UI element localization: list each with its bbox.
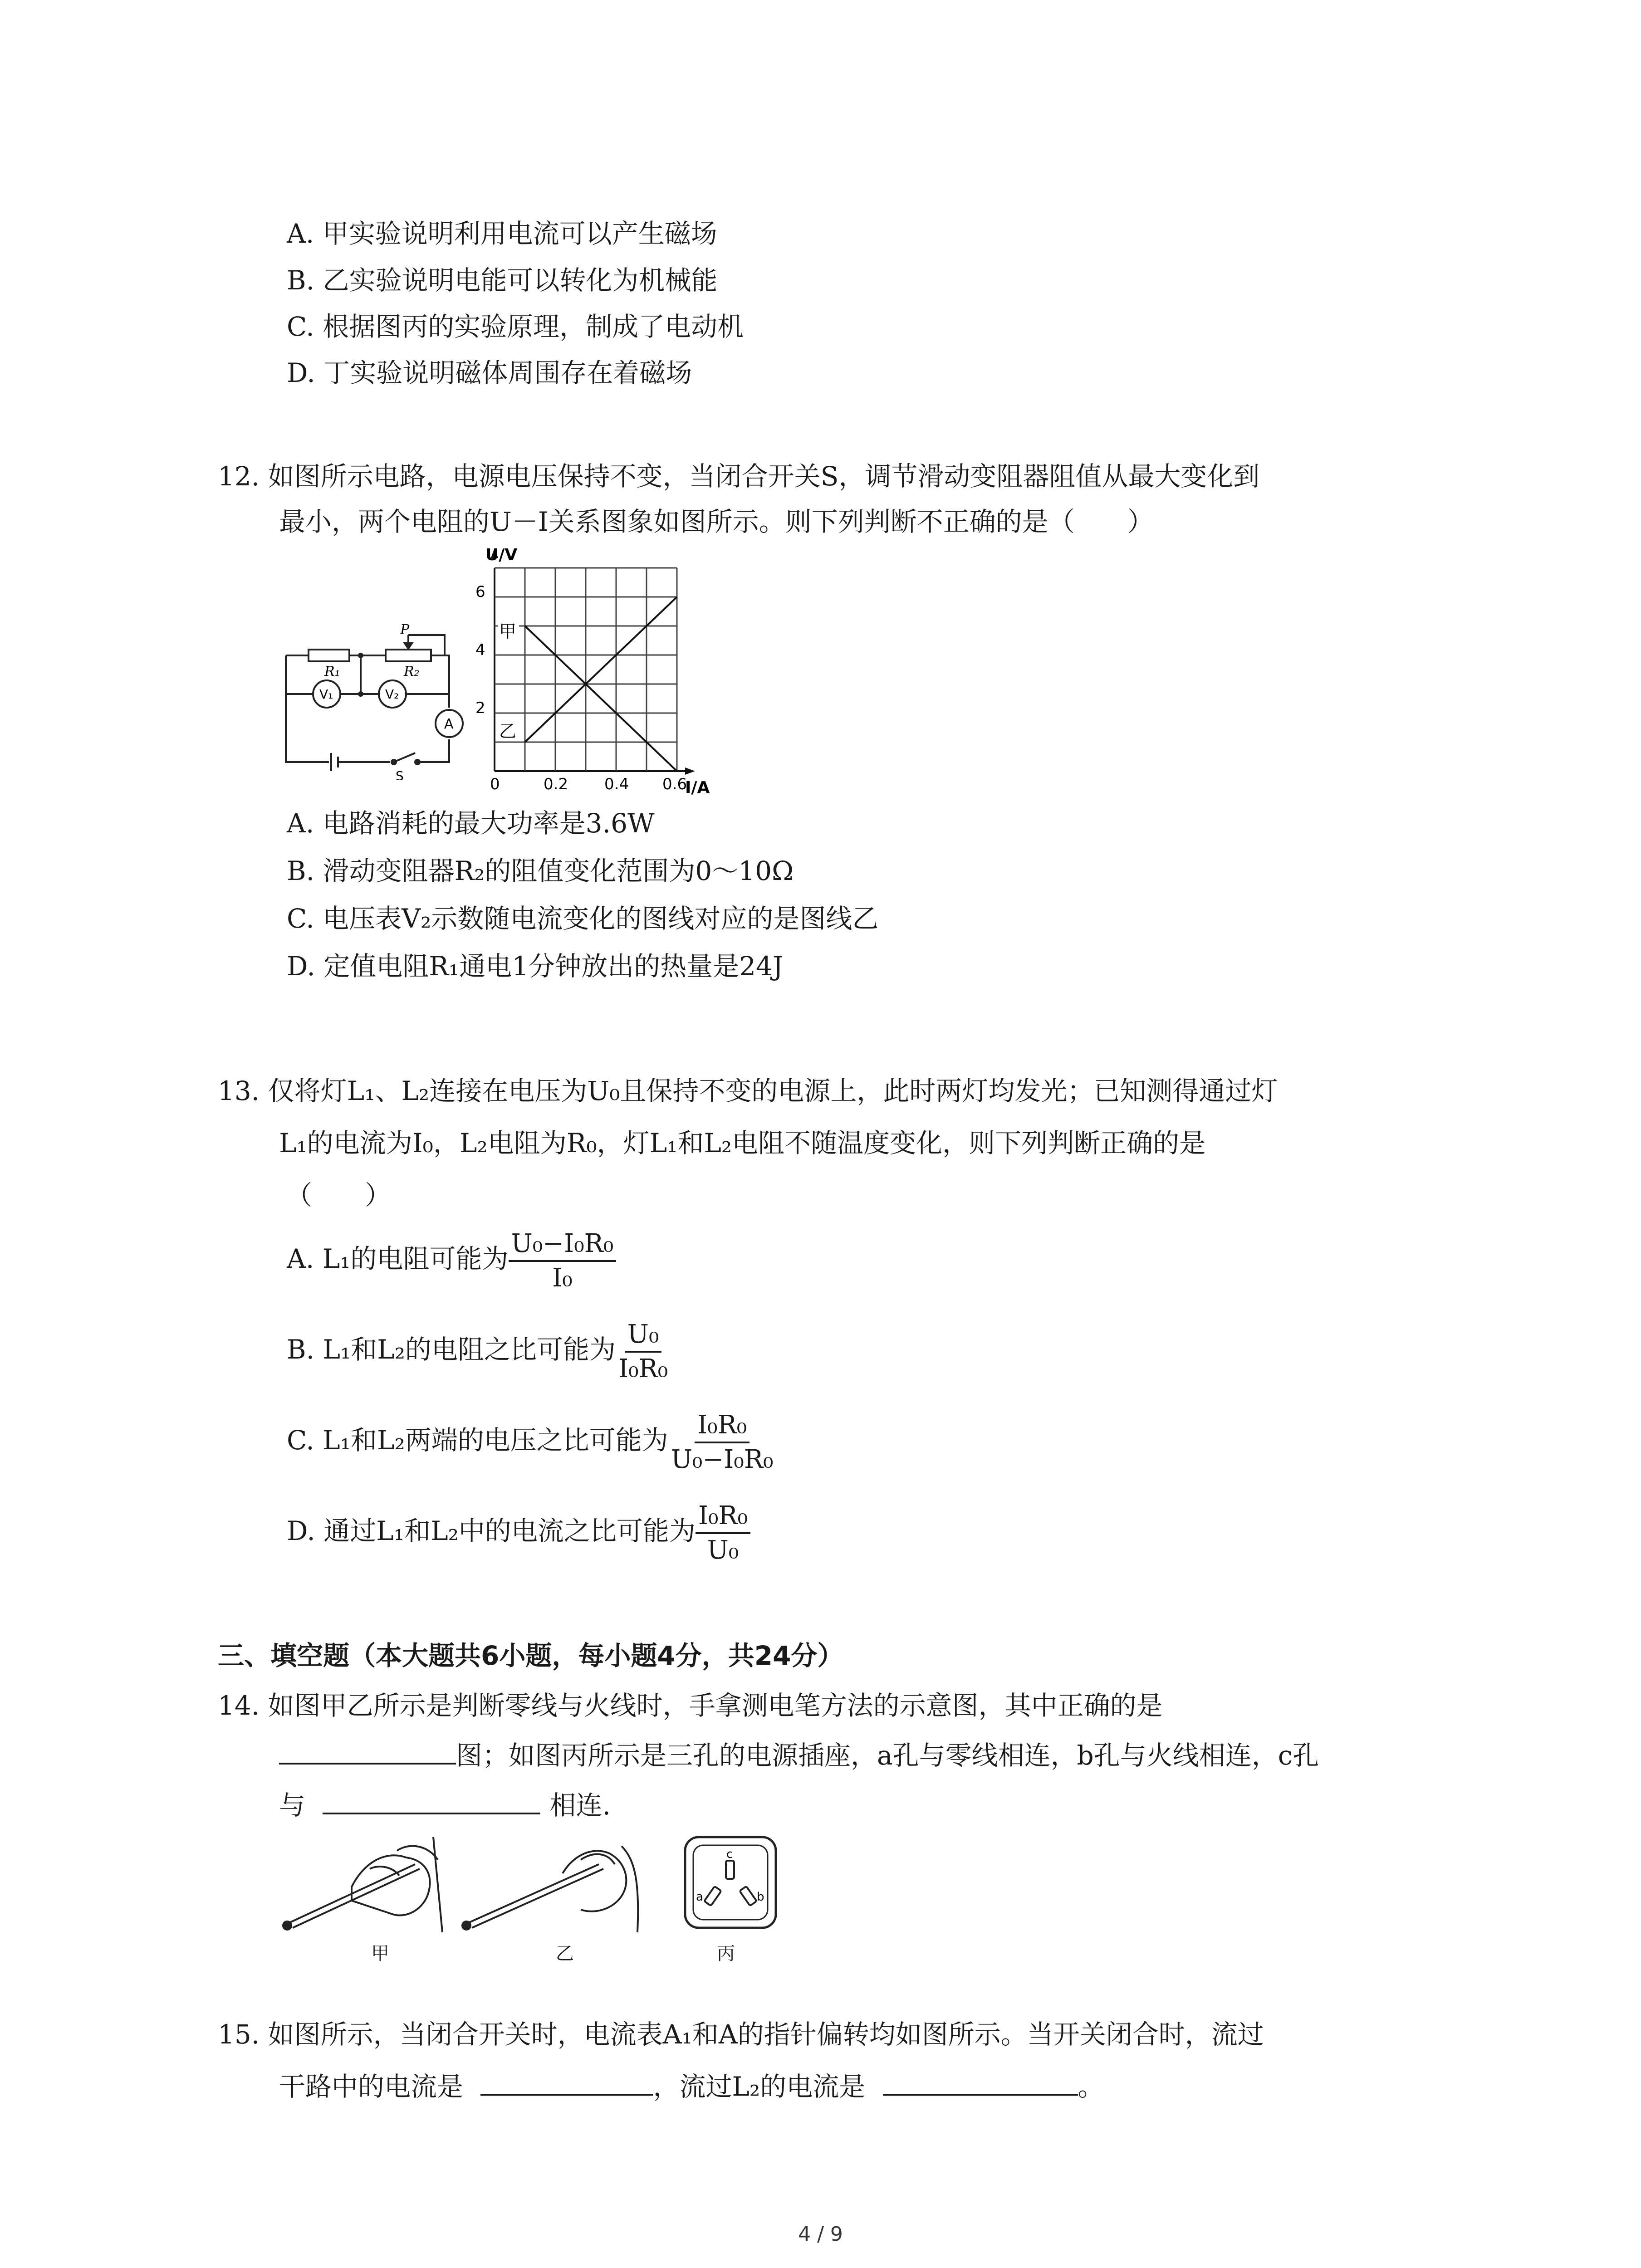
q11-option-c: C. 根据图丙的实验原理，制成了电动机 bbox=[287, 311, 744, 342]
q15-blank-1[interactable] bbox=[480, 2085, 653, 2096]
circuit-label-p: P bbox=[400, 622, 410, 638]
circuit-label-r2: R₂ bbox=[404, 664, 420, 679]
socket-label-b: b bbox=[757, 1890, 764, 1904]
q13-option-a bbox=[287, 1229, 616, 1293]
q12-stem-line1: 12. 如图所示电路，电源电压保持不变，当闭合开关S，调节滑动变阻器阻值从最大变化到 bbox=[218, 461, 1260, 492]
q12-option-b: B. 滑动变阻器R₂的阻值变化范围为0～10Ω bbox=[287, 855, 794, 886]
graph-xtick-0: 0 bbox=[490, 775, 500, 793]
socket-label-c: c bbox=[726, 1848, 733, 1861]
q13-option-a-text: A. L₁的电阻可能为 bbox=[287, 1243, 509, 1275]
q15-line2-mid: ，流过L₂的电流是 bbox=[653, 2071, 866, 2102]
fraction-denominator: I₀ bbox=[552, 1263, 573, 1293]
q15-stem-line2 bbox=[279, 2068, 1104, 2105]
page-number: 4 / 9 bbox=[798, 2223, 843, 2246]
q14-fig-label-jia: 甲 bbox=[371, 1943, 389, 1964]
graph-xtick-0-6: 0.6 bbox=[662, 775, 687, 793]
q12-ui-graph bbox=[472, 544, 753, 798]
q12-circuit-diagram bbox=[281, 621, 481, 780]
fraction-numerator: I₀R₀ bbox=[695, 1411, 749, 1443]
section-3-title: 三、填空题（本大题共6小题，每小题4分，共24分） bbox=[218, 1640, 844, 1671]
circuit-label-v2: V₂ bbox=[385, 687, 399, 702]
q15-blank-2[interactable] bbox=[883, 2085, 1078, 2096]
q14-line3-suffix: 相连. bbox=[549, 1790, 611, 1821]
graph-xlabel: I/A bbox=[685, 778, 710, 797]
q14-blank-1[interactable] bbox=[279, 1754, 456, 1765]
q13-option-b bbox=[287, 1320, 671, 1383]
q14-fig-label-bing: 丙 bbox=[717, 1943, 735, 1964]
q15-line2-prefix: 干路中的电流是 bbox=[279, 2071, 464, 2102]
circuit-label-a: A bbox=[444, 716, 454, 732]
q12-option-c: C. 电压表V₂示数随电流变化的图线对应的是图线乙 bbox=[287, 903, 879, 934]
q11-option-a: A. 甲实验说明利用电流可以产生磁场 bbox=[287, 218, 717, 249]
q14-line3-prefix: 与 bbox=[279, 1790, 306, 1821]
q14-test-pen-figure-yi bbox=[458, 1833, 649, 1937]
q13-stem-line3: （ ） bbox=[286, 1180, 392, 1211]
fraction-denominator: U₀−I₀R₀ bbox=[671, 1445, 774, 1474]
graph-ytick-2: 2 bbox=[475, 699, 485, 717]
fraction-numerator: I₀R₀ bbox=[696, 1501, 750, 1534]
fraction-denominator: I₀R₀ bbox=[618, 1354, 668, 1383]
q14-socket-figure-bing bbox=[681, 1833, 780, 1932]
q13-option-c bbox=[287, 1411, 776, 1474]
q11-option-b: B. 乙实验说明电能可以转化为机械能 bbox=[287, 265, 718, 296]
q15-stem-line1: 15. 如图所示，当闭合开关时，电流表A₁和A的指针偏转均如图所示。当开关闭合时，流过 bbox=[218, 2019, 1264, 2050]
circuit-label-s: S bbox=[396, 768, 404, 780]
graph-ytick-6: 6 bbox=[475, 583, 485, 601]
graph-xtick-0-4: 0.4 bbox=[604, 775, 629, 793]
q14-line2-text: 图；如图丙所示是三孔的电源插座，a孔与零线相连，b孔与火线相连，c孔 bbox=[456, 1740, 1319, 1771]
fraction-numerator: U₀ bbox=[625, 1320, 662, 1353]
circuit-label-v1: V₁ bbox=[319, 687, 333, 702]
q13-option-b-fraction bbox=[616, 1320, 671, 1383]
graph-label-jia: 甲 bbox=[499, 621, 517, 641]
graph-xtick-0-2: 0.2 bbox=[544, 775, 568, 793]
q13-stem-line2: L₁的电流为I₀，L₂电阻为R₀，灯L₁和L₂电阻不随温度变化，则下列判断正确的是 bbox=[279, 1128, 1206, 1158]
q12-option-d: D. 定值电阻R₁通电1分钟放出的热量是24J bbox=[287, 951, 784, 982]
q14-stem-line1: 14. 如图甲乙所示是判断零线与火线时，手拿测电笔方法的示意图，其中正确的是 bbox=[218, 1690, 1163, 1721]
q14-stem-line2 bbox=[279, 1737, 1319, 1774]
q13-option-c-fraction bbox=[668, 1411, 776, 1474]
q12-option-a: A. 电路消耗的最大功率是3.6W bbox=[287, 808, 655, 839]
fraction-denominator: U₀ bbox=[707, 1535, 739, 1565]
q14-stem-line3 bbox=[279, 1787, 611, 1823]
q14-fig-label-yi: 乙 bbox=[556, 1943, 574, 1964]
q13-option-a-fraction bbox=[509, 1229, 617, 1293]
graph-ylabel: U/V bbox=[485, 546, 518, 564]
q13-option-d bbox=[287, 1501, 750, 1565]
q14-test-pen-figure-jia bbox=[279, 1833, 451, 1937]
graph-ytick-4: 4 bbox=[475, 641, 485, 659]
q11-option-d: D. 丁实验说明磁体周围存在着磁场 bbox=[287, 357, 692, 388]
q13-option-c-text: C. L₁和L₂两端的电压之比可能为 bbox=[287, 1425, 668, 1456]
q13-option-b-text: B. L₁和L₂的电阻之比可能为 bbox=[287, 1334, 616, 1365]
q12-stem-line2: 最小，两个电阻的U－I关系图象如图所示。则下列判断不正确的是（ ） bbox=[279, 506, 1154, 537]
q13-option-d-fraction bbox=[696, 1501, 750, 1565]
fraction-numerator: U₀−I₀R₀ bbox=[509, 1229, 617, 1262]
q15-line2-end: 。 bbox=[1078, 2071, 1104, 2102]
q14-blank-2[interactable] bbox=[323, 1804, 540, 1814]
q13-stem-line1: 13. 仅将灯L₁、L₂连接在电压为U₀且保持不变的电源上，此时两灯均发光；已知测得通过灯 bbox=[218, 1075, 1278, 1106]
q13-option-d-text: D. 通过L₁和L₂中的电流之比可能为 bbox=[287, 1515, 696, 1547]
graph-label-yi: 乙 bbox=[499, 721, 517, 741]
socket-label-a: a bbox=[696, 1890, 703, 1904]
circuit-label-r1: R₁ bbox=[324, 664, 340, 679]
